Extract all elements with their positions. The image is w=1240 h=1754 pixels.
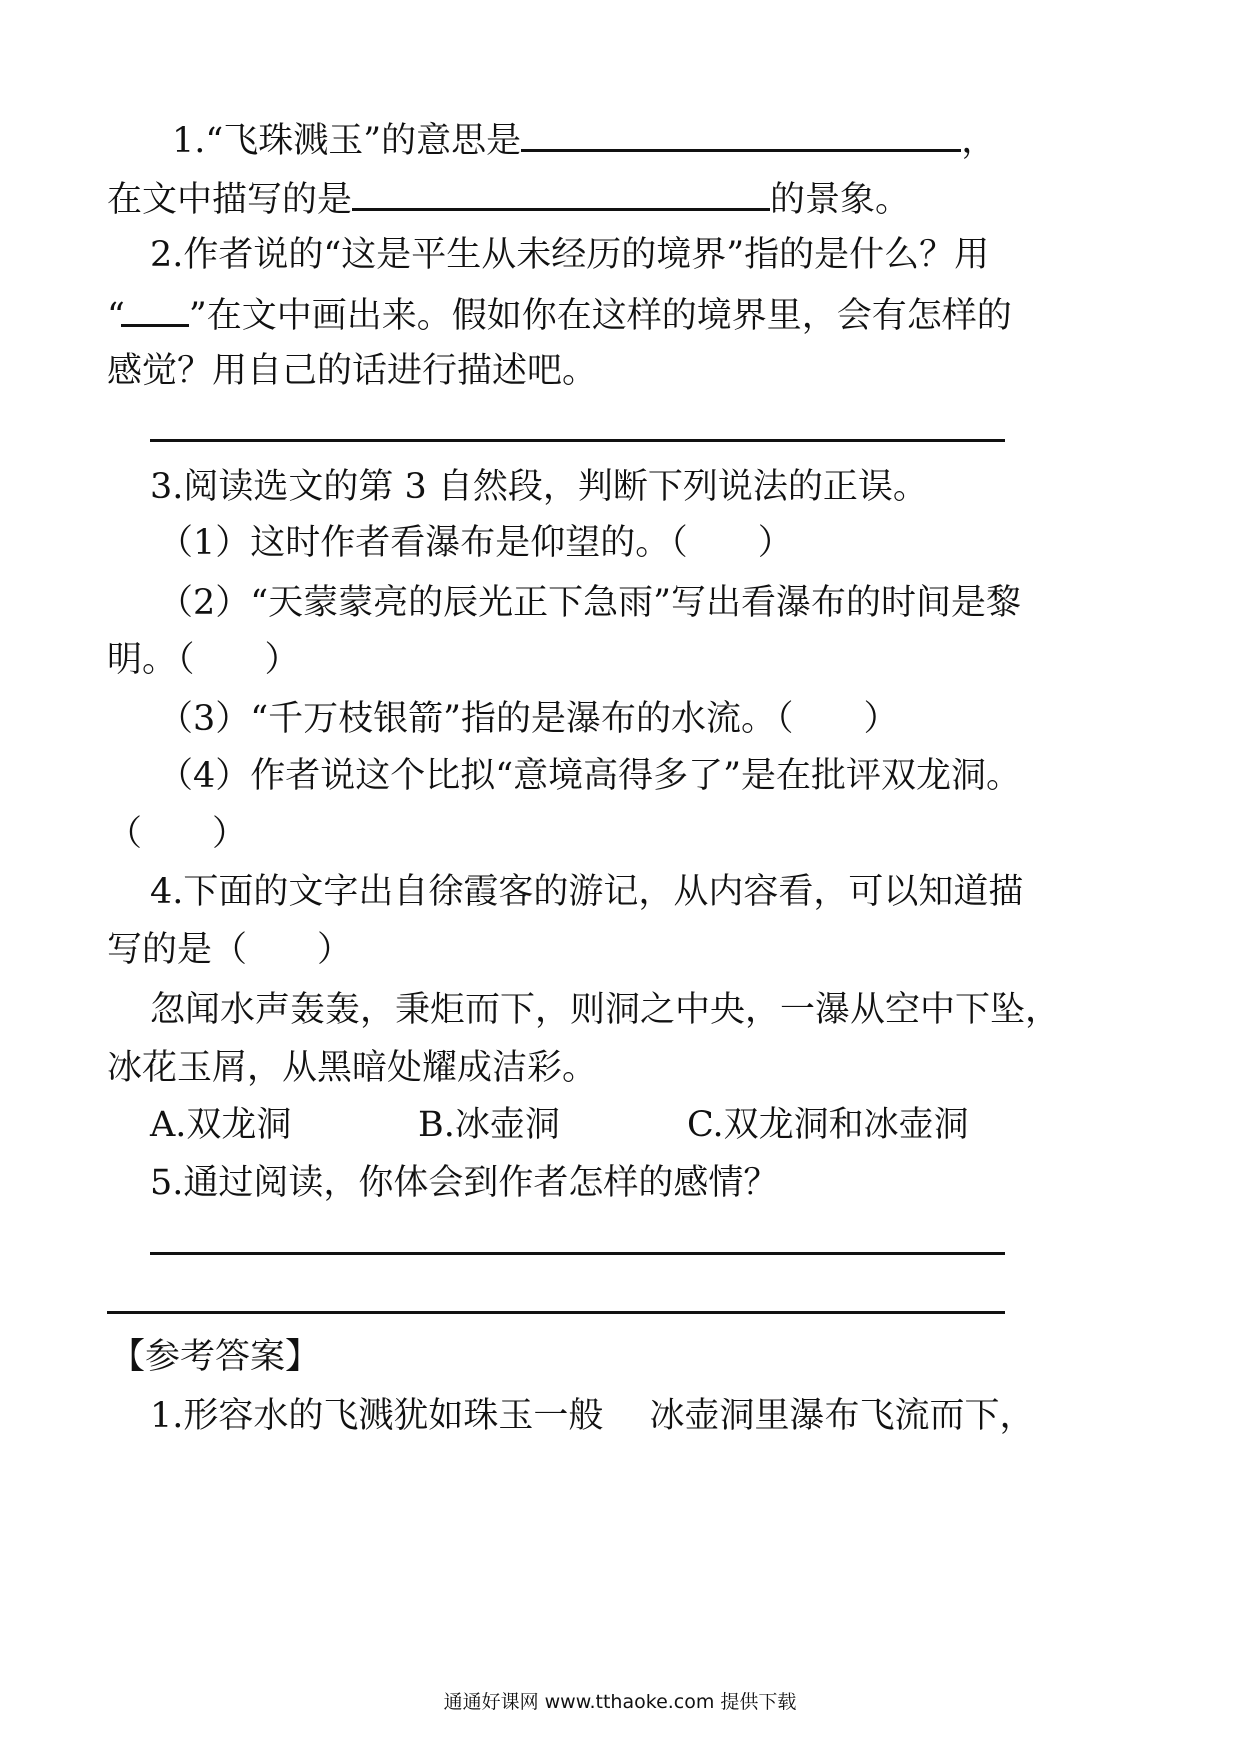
q4-line1: 4.下面的文字出自徐霞客的游记，从内容看，可以知道描 [150,872,1024,912]
answers-heading: 【参考答案】 [110,1337,321,1377]
q3-item-2: （2）“天蒙蒙亮的辰光正下急雨”写出看瀑布的时间是黎 [158,583,1022,623]
q4-quote-line1: 忽闻水声轰轰，秉炬而下，则洞之中央，一瀑从空中下坠， [150,990,1061,1030]
q3-item-4-cont: （ ） [107,814,248,854]
q2-line2-text: ”在文中画出来。假如你在这样的境界里，会有怎样的 [188,296,1012,336]
q2-open-quote: “ [107,296,125,336]
q2-underline-mark [121,294,189,327]
q3-item-3: （3）“千万枝银箭”指的是瀑布的水流。（ ） [158,699,899,739]
q4-option-c[interactable]: C.双龙洞和冰壶洞 [687,1105,969,1145]
q1-suffix: 的景象。 [770,180,911,220]
q1-line1 [172,119,996,161]
q4-line2: 写的是（ ） [107,930,353,970]
q4-option-b[interactable]: B.冰壶洞 [418,1105,560,1145]
answer-1: 1.形容水的飞溅犹如珠玉一般 冰壶洞里瀑布飞流而下， [150,1396,1035,1436]
q3-item-2-cont: 明。（ ） [107,640,300,680]
q4-quote-line2: 冰花玉屑，从黑暗处耀成洁彩。 [107,1048,598,1088]
q4-options [150,1105,1010,1145]
q3-intro: 3.阅读选文的第 3 自然段，判断下列说法的正误。 [150,467,928,507]
q2-line2 [107,294,1012,336]
q2-line3: 感觉？用自己的话进行描述吧。 [107,351,598,391]
q1-prompt: 1.“飞珠溅玉”的意思是 [172,121,522,161]
q3-item-4: （4）作者说这个比拟“意境高得多了”是在批评双龙洞。 [158,756,1022,796]
q1-answer-blank-1[interactable] [521,119,961,152]
q1-prompt-2: 在文中描写的是 [107,180,353,220]
section-divider [107,1311,1005,1314]
q1-answer-blank-2[interactable] [352,178,770,211]
q5-answer-line[interactable] [150,1252,1005,1255]
q5-text: 5.通过阅读，你体会到作者怎样的感情？ [150,1163,779,1203]
q2-line1: 2.作者说的“这是平生从未经历的境界”指的是什么？用 [150,235,990,275]
q1-comma: ， [961,121,997,161]
q4-option-a[interactable]: A.双龙洞 [150,1105,292,1145]
q1-line2 [107,178,910,220]
q3-item-1: （1）这时作者看瀑布是仰望的。（ ） [158,523,793,563]
page-footer: 通通好课网 www.tthaoke.com 提供下载 [443,1691,797,1713]
q2-answer-line[interactable] [150,439,1005,442]
